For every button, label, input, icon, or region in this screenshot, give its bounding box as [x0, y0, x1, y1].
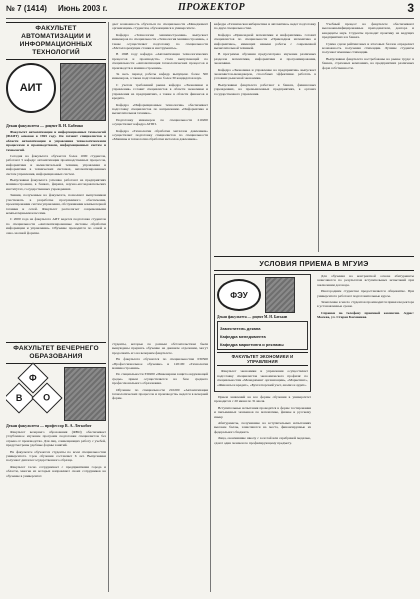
column-divider: [318, 22, 319, 252]
center-lower-paragraph: На факультете обучаются по специальностям 030500 «Профессиональное обучение» и 120100 «Технология машиностроения».: [112, 357, 208, 371]
feu-dept-1: Кафедра менеджмента: [220, 334, 266, 340]
right-center-paragraph: Выпускники факультета работают в банках, финансовых учреждениях, на промышленных предприятиях, в органах государственного управления.: [214, 82, 316, 96]
feu-deputy: Заместитель декана: [220, 326, 261, 332]
feu-paragraph: Факультет экономики и управления осуществляет подготовку специалистов экономического профиля: по специальностям «Менеджмент организации», «Маркетинг», «Финансы и кредит», «Бухгалтерский учет, анализ и аудит».: [217, 369, 308, 387]
center-paragraph: дает возможность обучаться по специальности «Менеджмент организации» студентам, обучающимся в университете.: [112, 22, 208, 31]
fait-dean-caption: Декан факультета — доцент В. Н. Бабенко: [6, 123, 84, 128]
admission-paragraph: Лица, окончившие школу с золотой или серебряной медалью, сдают один экзамен по профилирующему предмету.: [214, 436, 311, 445]
admission-paragraph: Прием заявлений на все формы обучения в университет проводится с 20 июня по 31 июля.: [214, 395, 311, 404]
fvo-paragraph: Факультет вечернего образования (ФВО) обеспечивает углубленное изучение программ подготовки специалистов без отрыва от производства. Для лиц, совмещающих работу с учебой, предусмотрены удобные формы занятий.: [6, 430, 106, 448]
right-center-paragraph: Кафедра «Экономика и управление на предприятии» выпускает экономистов-менеджеров, способных эффективно работать в условиях рыночной экономики.: [214, 67, 316, 81]
center-paragraph: Кафедра «Технологии обработки металлов давлением» осуществляет подготовку специалистов по специальности «Машины и технология обработки металлов давлением».: [112, 128, 208, 142]
center-lower-paragraph: По специальности 330200 «Инженерная защита окружающей среды» прием осуществляется на базе среднего профессионального образования.: [112, 372, 208, 386]
center-upper-text: [112, 22, 208, 340]
dean-photo: [60, 63, 106, 121]
feu-dept-2: Кафедра маркетинга и рекламы: [220, 342, 284, 348]
right-center-paragraph: кафедра «Техническая кибернетика и автоматика» ведет подготовку по двум специальностям.: [214, 22, 316, 31]
fait-paragraph: Сегодня на факультете обучается более 1000 студентов, работают 5 кафедр: автоматизации производственных процессов, информатики и вычислительной техники, управления и информатики в технических системах, автоматизированных систем управления, информационных систем.: [6, 154, 106, 176]
feu-emblem: ФЭУ: [217, 279, 261, 311]
admission-paragraph: Справки по телефону приемной комиссии. Адрес: Москва, ул. Старая Басманная.: [317, 310, 414, 320]
admission-paragraph: Для обучения на контрактной основе абитуриенты зачисляются по результатам вступительных испытаний при заключении договора.: [317, 274, 414, 287]
ait-emblem: АИТ: [6, 63, 56, 113]
center-lower-paragraph: студенты, которые по разным обстоятельствам были вынуждены прервать обучение на дневном отделении, могут продолжить его на вечернем факультете.: [112, 342, 208, 355]
right-center-text: [214, 22, 316, 252]
fvo-dean-caption: Декан факультета — профессор В. А. Легкобит: [6, 423, 92, 428]
admission-paragraph: Иногородним студентам предоставляется общежитие. При университете работают подготовительные курсы.: [317, 289, 414, 298]
paper-name: ПРОЖЕКТОР: [178, 2, 246, 13]
feu-right-text: [322, 22, 414, 252]
admission-paragraph: Абитуриенты, получившие на вступительных испытаниях высокие баллы, зачисляются на места, финансируемые из федерального бюджета.: [214, 421, 311, 434]
masthead: [6, 2, 414, 19]
center-paragraph: За весь период работы кафедр выпущено более 500 инженеров, а также подготовлено более 30 кандидатов наук.: [112, 72, 208, 81]
center-paragraph: Подготовку инженеров по специальности 210200 осуществляет кафедра АТПП.: [112, 117, 208, 127]
fvo-paragraph: Факультет тесно сотрудничает с предприятиями города и области, многие из которых направляют своих сотрудников на обучение в университет.: [6, 464, 106, 478]
admission-section: [214, 256, 414, 592]
feu-heading: ФАКУЛЬТЕТ ЭКОНОМИКИ И УПРАВЛЕНИЯ: [217, 352, 308, 366]
center-paragraph: Кафедра «Информационные технологии» обеспечивает подготовку специалистов по направлению «Информатика и вычислительная техника».: [112, 102, 208, 116]
center-lower-text: [112, 342, 208, 592]
feu-box: [214, 274, 311, 392]
feu-dean-caption: Декан факультета — доцент М. Н. Батьков: [217, 315, 288, 319]
fvo-heading: ФАКУЛЬТЕТ ВЕЧЕРНЕГО ОБРАЗОВАНИЯ: [6, 342, 106, 364]
admission-paragraph: Вступительные испытания проводятся в форме тестирования и письменных экзаменов по математике, физике и русскому языку.: [214, 405, 311, 419]
fait-section: [6, 22, 106, 340]
admission-heading: УСЛОВИЯ ПРИЕМА В МГУИЭ: [214, 256, 414, 271]
feu-dept-strip: [217, 321, 308, 350]
fvo-emblem: Ф В О: [6, 367, 60, 411]
feu-paragraph: Учебный процесс на факультете обеспечивают высококвалифицированные преподаватели, доктора и кандидаты наук. Студенты проходят практику на ведущих предприятиях и в банках.: [322, 22, 414, 40]
issue-number: № 7 (1414): [6, 4, 47, 13]
center-paragraph: С учетом требований рынка кафедра «Экономики и управления» готовит специалистов в области экономики и управления на предприятиях, а также в области финансов и кредита.: [112, 82, 208, 101]
feu-paragraph: Выпускники факультета востребованы на рынке труда: в банках, страховых компаниях, на предприятиях различных форм собственности.: [322, 56, 414, 70]
center-lower-paragraph: Обучение по специальности 210200 «Автоматизация технологических процессов и производств» ведется в вечерней форме.: [112, 387, 208, 401]
fait-paragraph: С 2000 года на факультете АИТ ведется подготовка студентов по специальности «Автоматизированные системы обработки информации и управления». Обучение проводится по очной и очно-заочной формам.: [6, 217, 106, 235]
center-paragraph: В 1998 году кафедра «Автоматизация технологических процессов и производств» стала выпускающей по специальности «Автоматизация технологических процессов и производств в машиностроении».: [112, 52, 208, 70]
fvo-section: [6, 342, 106, 592]
fait-paragraph: Знания, полученные на факультете, позволяют выпускникам участвовать в разработке программного обеспечения, проектировании систем управления, обслуживании компьютерной техники и сетей. Факультет располагает современными компьютерными классами.: [6, 193, 106, 215]
page-number: 3: [407, 1, 414, 15]
issue-date: Июнь 2003 г.: [58, 4, 108, 13]
right-center-paragraph: Кафедра «Прикладной математики и информатики» готовит специалистов по специальности «Прикладная математика и информатика», имеющих навыки работы с современной вычислительной техникой.: [214, 32, 316, 51]
fait-paragraph: Факультет автоматизации и информационных технологий (ФАИТ) основан в 1965 году. Он готовит специалистов в области автоматизации и управления технологическими процессами и производствами, информационных систем и технологий.: [6, 130, 106, 152]
fvo-paragraph: На факультете обучаются студенты по всем специальностям университета. Срок обучения составляет 6 лет. Выпускники получают диплом государственного образца.: [6, 449, 106, 463]
feu-dean-photo: [265, 277, 295, 313]
feu-paragraph: Сумма сдачи рейтинговых и итоговых баллов определяет возможность получения стипендии. Лучшие студенты получают именные стипендии.: [322, 41, 414, 55]
fvo-dean-photo: [64, 367, 106, 421]
column-divider: [210, 22, 211, 592]
admission-paragraph: Зачисление в число студентов производится приказом ректора в установленные сроки.: [317, 300, 414, 309]
column-divider: [108, 22, 109, 592]
fait-heading: ФАКУЛЬТЕТ АВТОМАТИЗАЦИИ И ИНФОРМАЦИОННЫХ ТЕХНОЛОГИЙ: [6, 22, 106, 60]
center-paragraph: Кафедра «Технологии машиностроения» выпускает инженеров по специальности «Технология машиностроения», а также осуществляет подготовку по специальности «Металлорежущие станки и инструменты».: [112, 32, 208, 51]
fait-paragraph: Выпускники факультета успешно работают на предприятиях машиностроения, в банках, фирмах, научно-исследовательских институтах, государственных учреждениях.: [6, 178, 106, 191]
right-center-paragraph: В программе обучения предусмотрено изучение различных разделов математики, информатики и программирования, экономики.: [214, 52, 316, 66]
